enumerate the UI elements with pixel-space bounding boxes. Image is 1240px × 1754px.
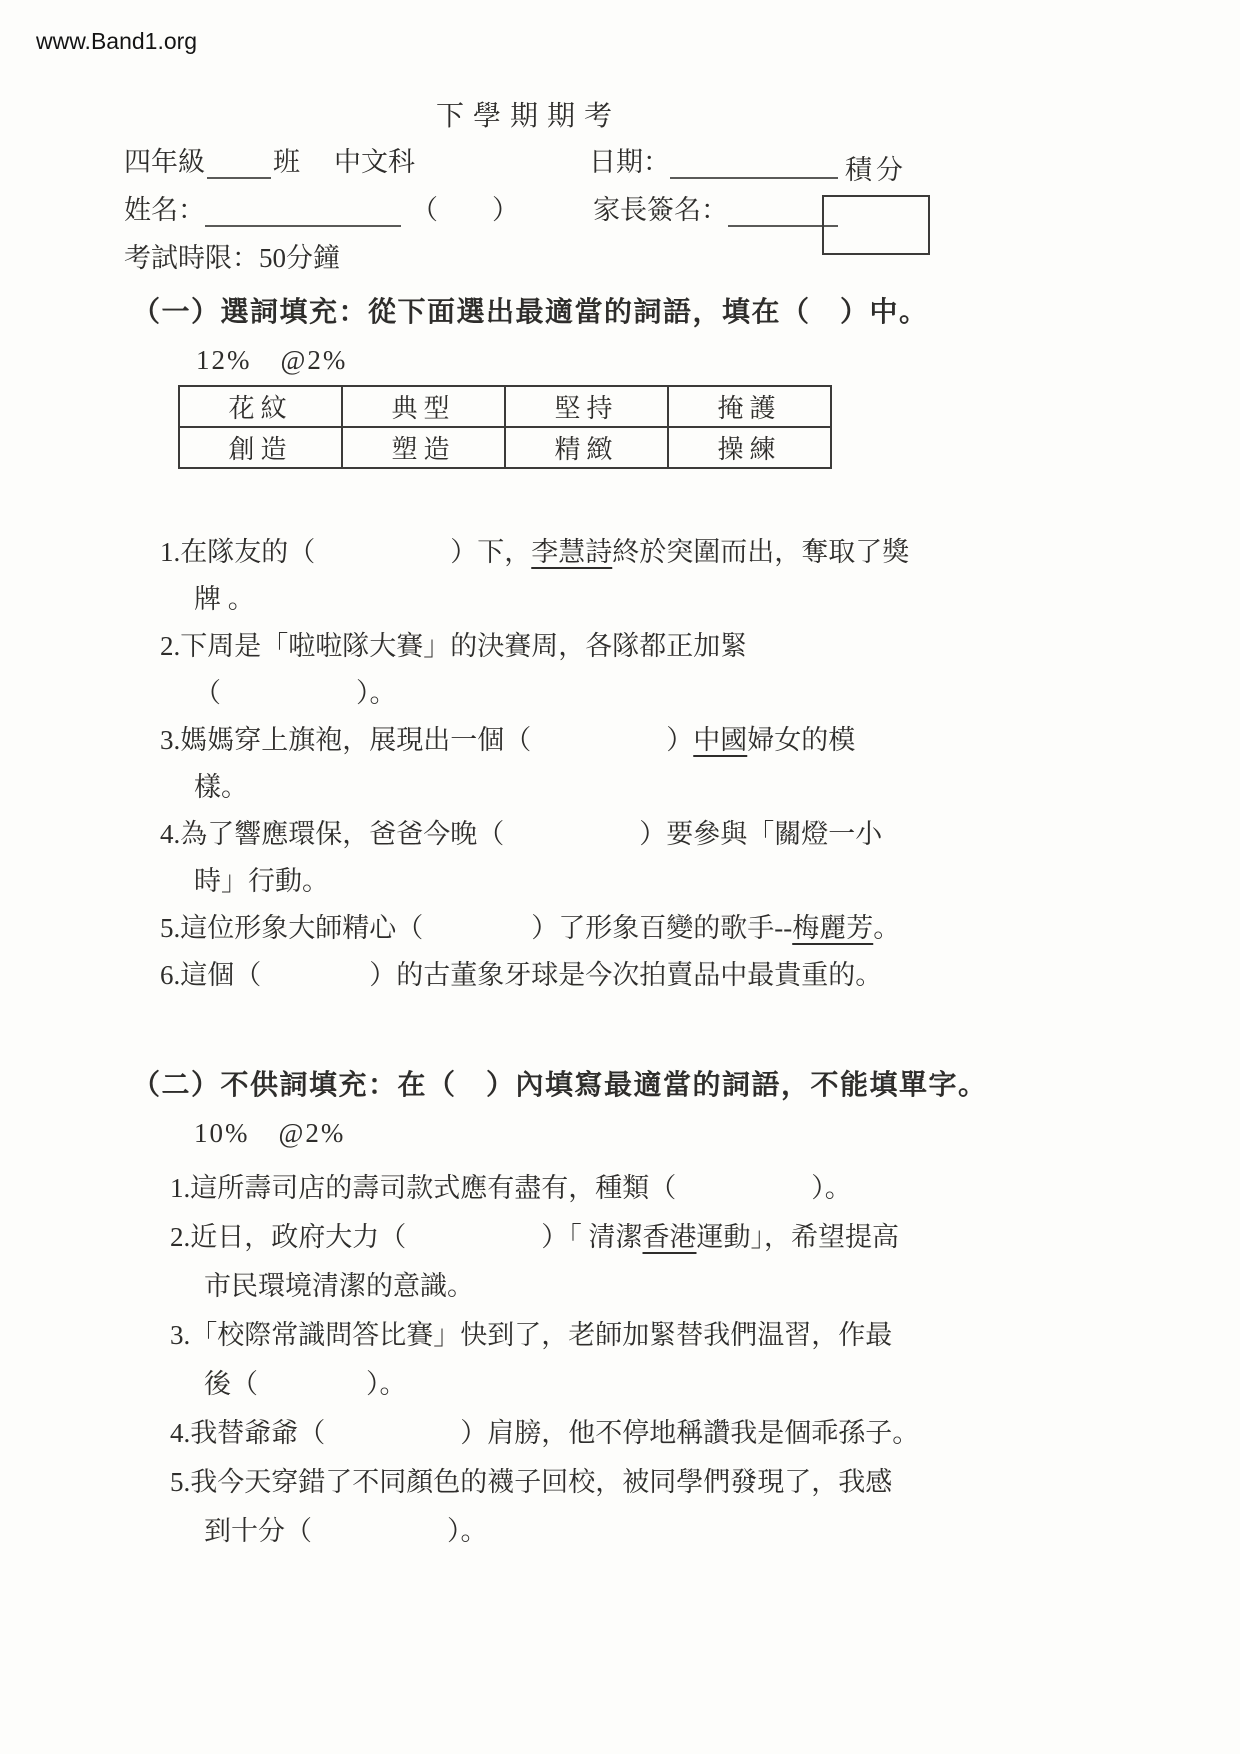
question-line (170, 1458, 984, 1507)
text-segment: 4.我替爺爺（ ）肩膀，他不停地稱讚我是個乖孫子。 (170, 1418, 920, 1448)
text-segment: 1.在隊友的（ ）下， (160, 537, 532, 567)
question-line (160, 717, 984, 764)
time-limit-label: 考試時限：50分鐘 (124, 243, 340, 273)
site-watermark: www.Band1.org (36, 28, 198, 54)
text-segment: 2.下周是「啦啦隊大賽」的決賽周，各隊都正加緊 (160, 631, 748, 661)
question (170, 1213, 984, 1311)
question (160, 529, 984, 623)
text-segment: 時」行動。 (194, 866, 329, 896)
question (160, 952, 984, 999)
text-segment: 3.媽媽穿上旗袍，展現出一個（ ） (160, 725, 694, 755)
name-blank-line (205, 199, 401, 227)
word-bank-cell: 堅持 (505, 386, 668, 427)
question-line (160, 623, 984, 670)
word-bank-row (179, 427, 831, 468)
section-two-heading: （二）不供詞填充：在（ ）內填寫最適當的詞語，不能填單字。 (132, 1070, 988, 1101)
score-area (820, 148, 932, 255)
score-label: 積分 (845, 155, 907, 185)
parent-signature-label: 家長簽名： (593, 195, 728, 225)
word-bank-table (178, 385, 832, 469)
question (160, 811, 984, 905)
text-segment: 市民環境清潔的意識。 (204, 1271, 474, 1301)
word-bank-cell: 創造 (179, 427, 342, 468)
question-line (170, 1164, 984, 1213)
exam-header (124, 140, 838, 284)
text-segment: 運動」，希望提高 (696, 1222, 899, 1252)
question-line (170, 1409, 984, 1458)
section-one-marks: 12% @2% (196, 345, 348, 375)
text-segment: 牌 。 (194, 584, 255, 614)
word-bank-cell: 典型 (342, 386, 505, 427)
text-segment: 1.這所壽司店的壽司款式應有盡有，種類（ ）。 (170, 1173, 852, 1203)
section-two-marks: 10% @2% (194, 1118, 346, 1148)
underlined-text: 香港 (642, 1222, 697, 1252)
question-line (170, 1507, 984, 1556)
date-label: 日期： (589, 147, 670, 177)
question (170, 1311, 984, 1409)
exam-body (132, 290, 988, 1556)
header-row-time (124, 236, 838, 275)
page-title: 下學期期考 (436, 101, 622, 132)
text-segment: 6.這個（ ）的古董象牙球是今次拍賣品中最貴重的。 (160, 960, 883, 990)
text-segment: 。 (873, 913, 901, 943)
question (160, 905, 984, 952)
section-one (132, 290, 984, 999)
word-bank-cell: 操練 (668, 427, 831, 468)
name-label: 姓名： (124, 195, 205, 225)
text-segment: 3.「校際常識問答比賽」快到了，老師加緊替我們温習，作最 (170, 1320, 893, 1350)
score-box (822, 195, 930, 255)
question (170, 1458, 984, 1556)
section-two (132, 1063, 988, 1556)
word-bank-cell: 掩護 (668, 386, 831, 427)
text-segment: 婦女的模 (747, 725, 856, 755)
class-blank-line (207, 151, 271, 179)
question (160, 717, 984, 811)
question-line (170, 1213, 984, 1262)
question-line (160, 529, 984, 576)
section-one-heading: （一）選詞填充：從下面選出最適當的詞語，填在（ ）中。 (132, 297, 929, 328)
word-bank-cell: 塑造 (342, 427, 505, 468)
underlined-text: 梅麗芳 (792, 913, 874, 943)
text-segment: 到十分（ ）。 (204, 1516, 488, 1546)
text-segment: 後（ ）。 (204, 1369, 407, 1399)
section-two-questions (170, 1164, 984, 1556)
question-line (160, 670, 984, 717)
question-line (160, 952, 984, 999)
question-line (160, 576, 984, 623)
question-line (170, 1360, 984, 1409)
text-segment: 2.近日，政府大力（ ）「 清潔 (170, 1222, 643, 1252)
text-segment: 樣。 (194, 772, 248, 802)
question (170, 1409, 984, 1458)
header-row-grade (124, 140, 838, 179)
section-one-questions (160, 529, 984, 999)
text-segment: 4.為了響應環保，爸爸今晚（ ）要參與「關燈一小 (160, 819, 883, 849)
subject-label: 中文科 (334, 147, 415, 177)
name-paren: （ ） (411, 195, 519, 225)
question-line (160, 811, 984, 858)
text-segment: 終於突圍而出，奪取了獎 (612, 537, 910, 567)
word-bank-cell: 精緻 (505, 427, 668, 468)
word-bank-row (179, 386, 831, 427)
grade-label: 四年級 (124, 147, 205, 177)
date-blank-line (670, 151, 838, 179)
question-line (160, 858, 984, 905)
question-line (160, 905, 984, 952)
question-line (170, 1262, 984, 1311)
class-suffix-label: 班 (273, 147, 300, 177)
question (170, 1164, 984, 1213)
question-line (160, 764, 984, 811)
text-segment: 5.我今天穿錯了不同顏色的襪子回校，被同學們發現了，我感 (170, 1467, 893, 1497)
text-segment: （ ）。 (194, 678, 397, 708)
header-row-name (124, 188, 838, 227)
question (160, 623, 984, 717)
word-bank-cell: 花紋 (179, 386, 342, 427)
underlined-text: 李慧詩 (531, 537, 613, 567)
question-line (170, 1311, 984, 1360)
text-segment: 5.這位形象大師精心（ ）了形象百變的歌手-- (160, 913, 793, 943)
underlined-text: 中國 (693, 725, 748, 755)
